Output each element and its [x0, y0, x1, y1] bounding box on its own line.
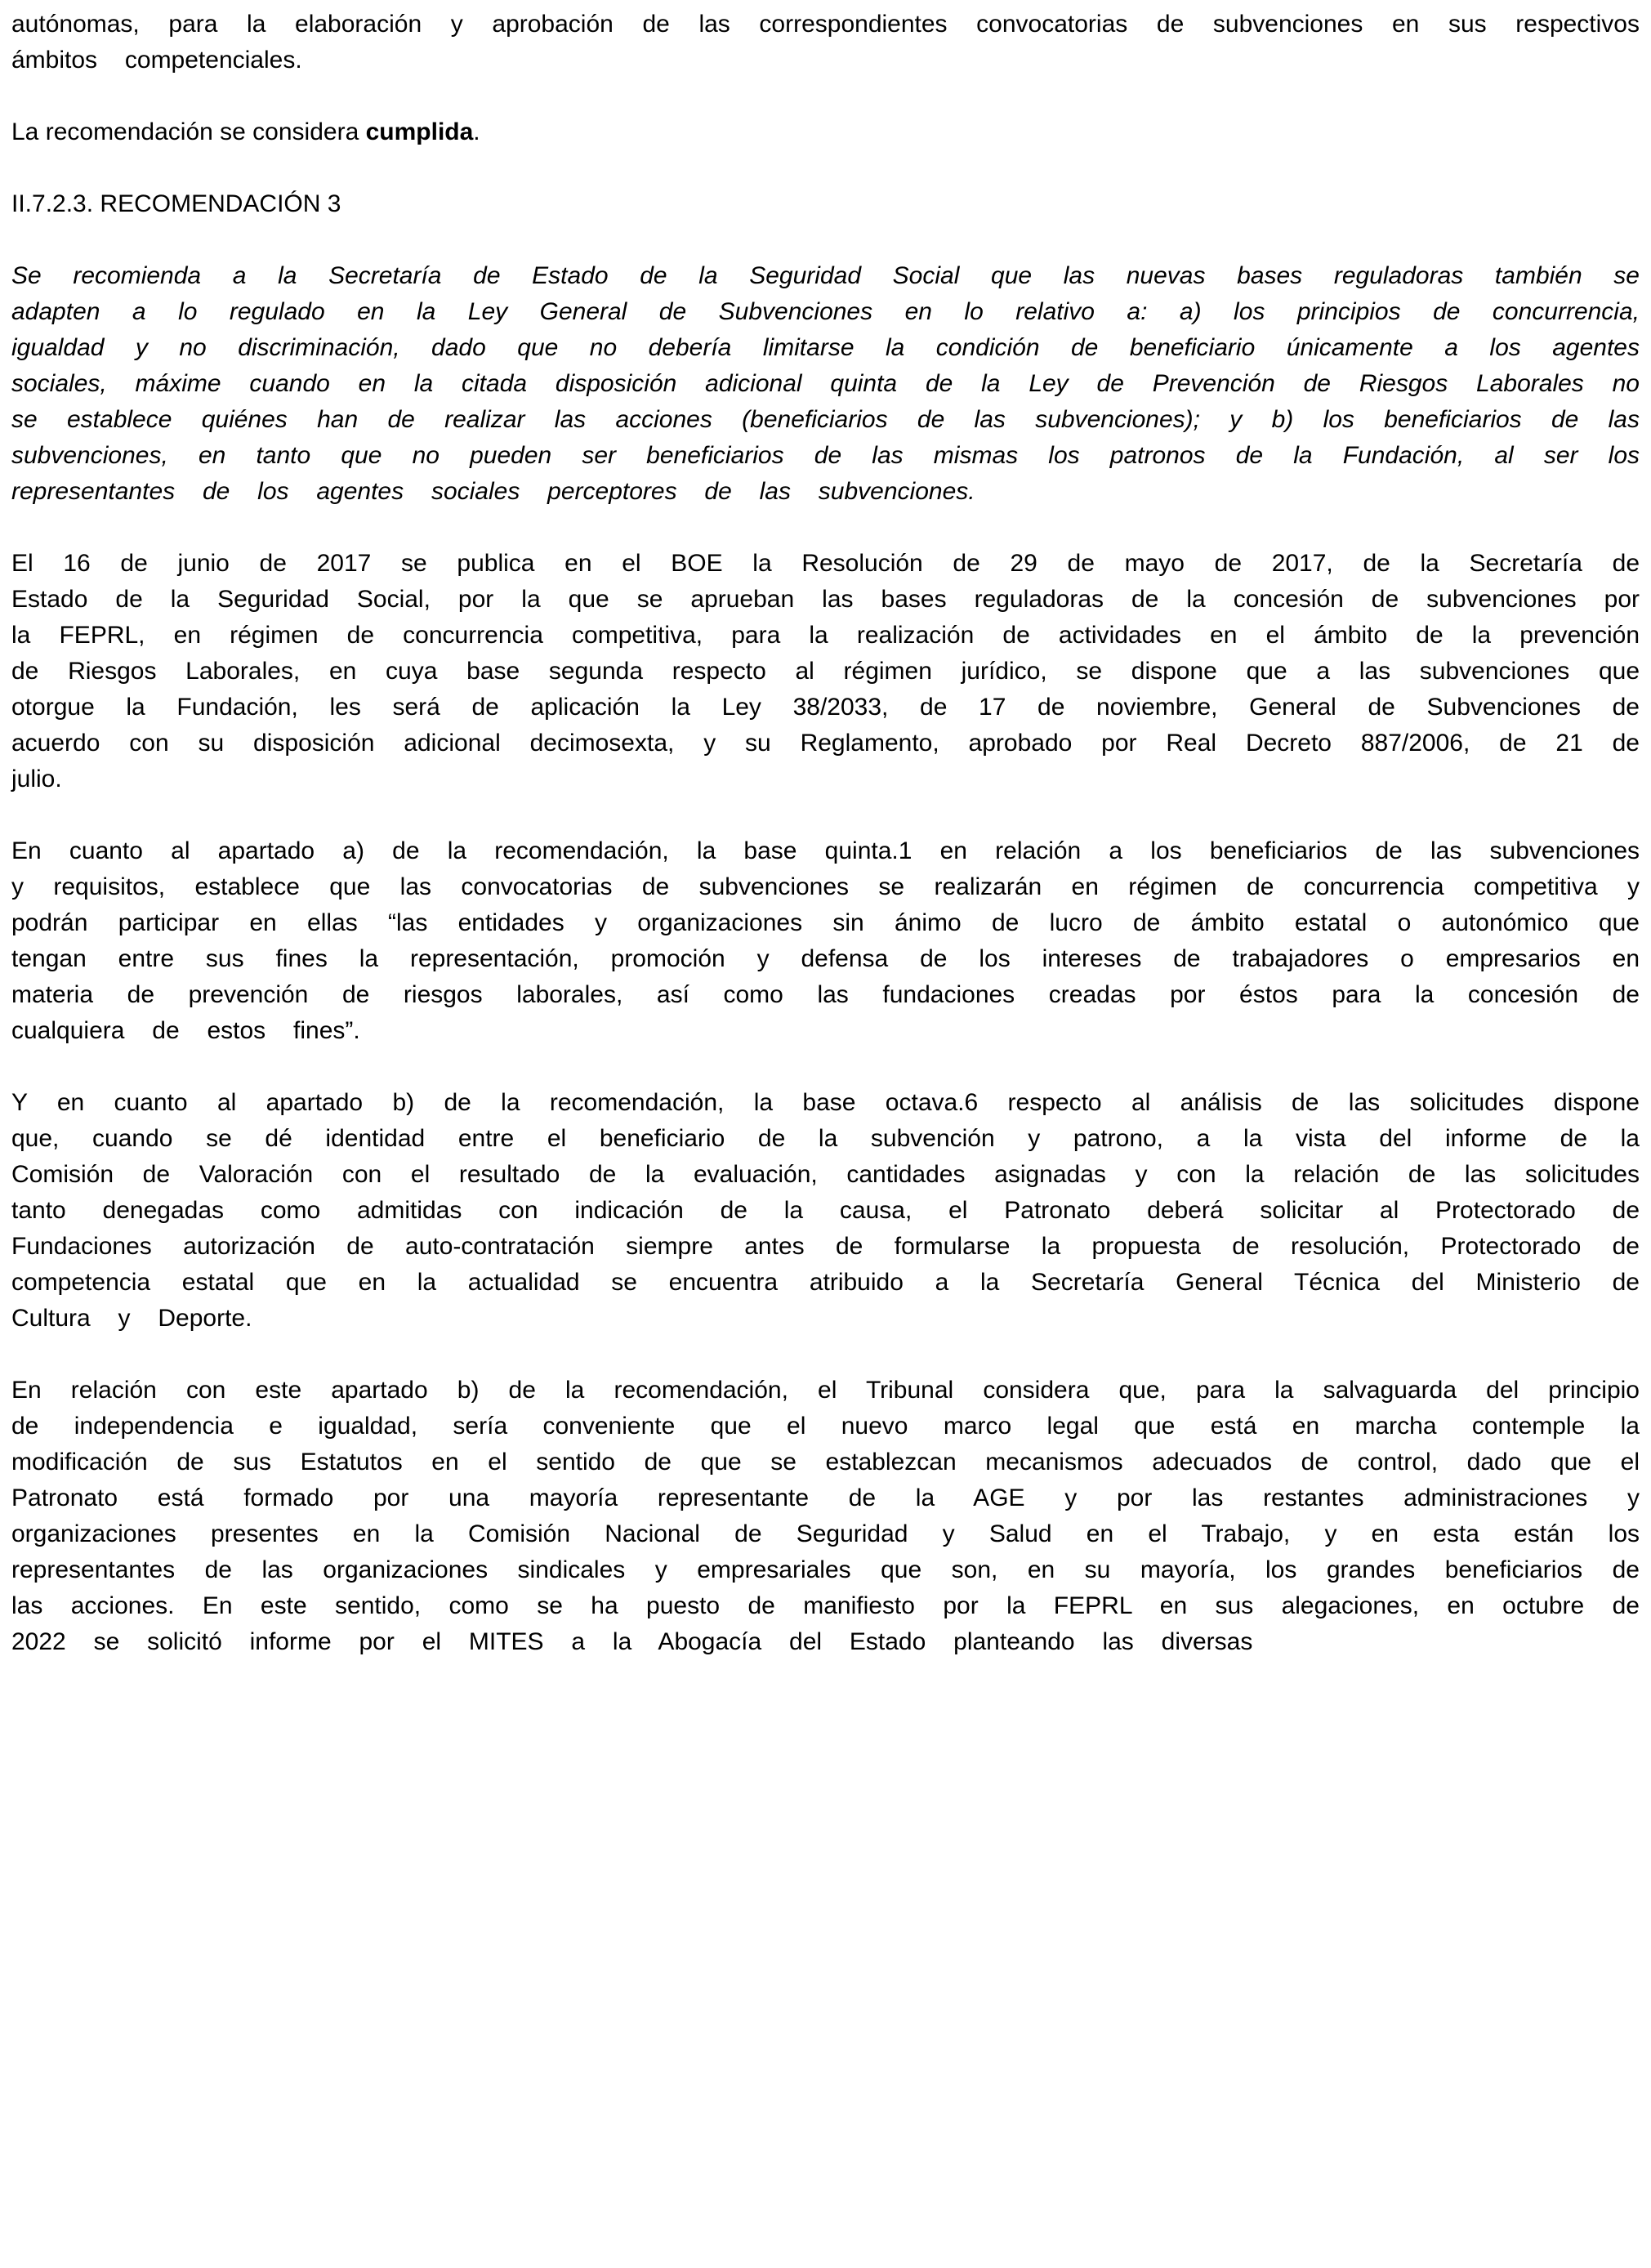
status-paragraph: [11, 114, 1640, 150]
boe-resolution-paragraph: El 16 de junio de 2017 se publica en el BOE la Resolución de 29 de mayo de 2017, de la Secretaría de Estado de la Seguridad Social, por la que se aprueban las bases reguladoras de la concesión de subvenciones por la FEPRL, en régimen de concurrencia competitiva, para la realización de actividades en el ámbito de la prevención de Riesgos Laborales, en cuya base segunda respecto al régimen jurídico, se dispone que a las subvenciones que otorgue la Fundación, les será de aplicación la Ley 38/2033, de 17 de noviembre, General de Subvenciones de acuerdo con su disposición adicional decimosexta, y su Reglamento, aprobado por Real Decreto 887/2006, de 21 de julio.: [11, 550, 1640, 792]
continued-paragraph: autónomas, para la elaboración y aprobación de las correspondientes convocatorias de subvenciones en sus respectivos ámbitos competenciales.: [11, 11, 1640, 74]
apartado-b-paragraph: Y en cuanto al apartado b) de la recomendación, la base octava.6 respecto al análisis de las solicitudes dispone que, cuando se dé identidad entre el beneficiario de la subvención y patrono, a la vista del informe de la Comisión de Valoración con el resultado de la evaluación, cantidades asignadas y con la relación de las solicitudes tanto denegadas como admitidas con indicación de la causa, el Patronato deberá solicitar al Protectorado de Fundaciones autorización de auto-contratación siempre antes de formularse la propuesta de resolución, Protectorado de competencia estatal que en la actualidad se encuentra atribuido a la Secretaría General Técnica del Ministerio de Cultura y Deporte.: [11, 1089, 1640, 1332]
section-heading: II.7.2.3. RECOMENDACIÓN 3: [11, 190, 341, 217]
recommendation-quote: Se recomienda a la Secretaría de Estado de la Seguridad Social que las nuevas bases reguladoras también se adapten a lo regulado en la Ley General de Subvenciones en lo relativo a: a) los principios de concurrencia, igualdad y no discriminación, dado que no debería limitarse la condición de beneficiario únicamente a los agentes sociales, máxime cuando en la citada disposición adicional quinta de la Ley de Prevención de Riesgos Laborales no se establece quiénes han de realizar las acciones (beneficiarios de las subvenciones); y b) los beneficiarios de las subvenciones, en tanto que no pueden ser beneficiarios de las mismas los patronos de la Fundación, al ser los representantes de los agentes sociales perceptores de las subvenciones.: [11, 262, 1640, 505]
apartado-a-paragraph: En cuanto al apartado a) de la recomendación, la base quinta.1 en relación a los beneficiarios de las subvenciones y requisitos, establece que las convocatorias de subvenciones se realizarán en régimen de concurrencia competitiva y podrán participar en ellas “las entidades y organizaciones sin ánimo de lucro de ámbito estatal o autonómico que tengan entre sus fines la representación, promoción y defensa de los intereses de trabajadores o empresarios en materia de prevención de riesgos laborales, así como las fundaciones creadas por éstos para la concesión de cualquiera de estos fines”.: [11, 837, 1640, 1044]
status-text-suffix: .: [473, 118, 480, 145]
status-text-bold: cumplida: [365, 118, 474, 145]
tribunal-opinion-paragraph: En relación con este apartado b) de la recomendación, el Tribunal considera que, para la salvaguarda del principio de independencia e igualdad, sería conveniente que el nuevo marco legal que está en marcha contemple la modificación de sus Estatutos en el sentido de que se establezcan mecanismos adecuados de control, dado que el Patronato está formado por una mayoría representante de la AGE y por las restantes administraciones y organizaciones presentes en la Comisión Nacional de Seguridad y Salud en el Trabajo, y en esta están los representantes de las organizaciones sindicales y empresariales que son, en su mayoría, los grandes beneficiarios de las acciones. En este sentido, como se ha puesto de manifiesto por la FEPRL en sus alegaciones, en octubre de 2022 se solicitó informe por el MITES a la Abogacía del Estado planteando las diversas: [11, 1377, 1640, 1655]
status-text-prefix: La recomendación se considera: [11, 118, 366, 145]
